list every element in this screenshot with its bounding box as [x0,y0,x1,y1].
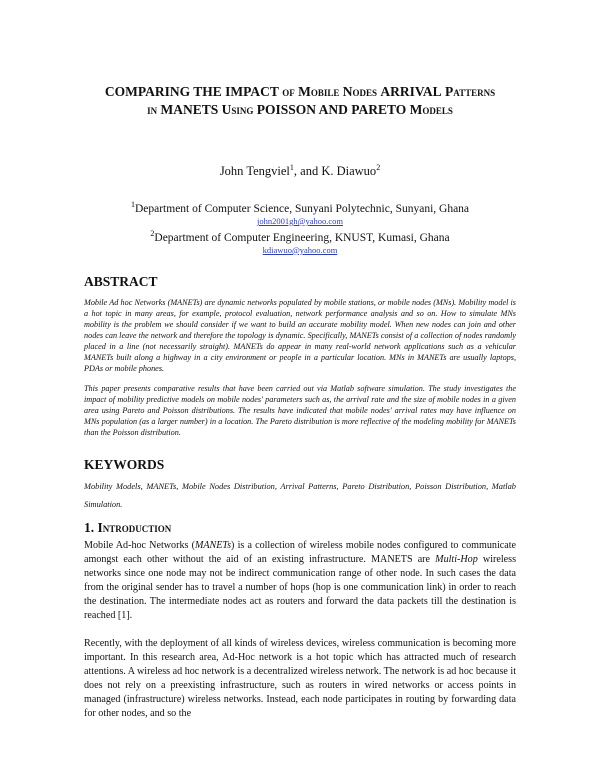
affiliation-1 [84,198,516,216]
affiliation-text: Department of Computer Science, Sunyani Polytechnic, Sunyani, Ghana [134,202,470,215]
text-run: Mobile Ad-hoc Networks ( [84,539,195,551]
title-part: MANETS [160,102,219,117]
affiliation-superscript: 2 [150,228,155,238]
keywords-heading: KEYWORDS [84,456,165,472]
title-part: Models [406,102,453,117]
title-line-1 [105,84,495,99]
text-run-italic: MANETs [194,539,232,551]
affiliation-superscript: 1 [130,200,135,210]
email-link-1[interactable]: john2001gh@yahoo.com [257,215,343,226]
title-part: COMPARING THE IMPACT [104,84,279,99]
author-superscript: 2 [376,163,381,172]
email-link-2[interactable]: kdiawuo@yahoo.com [262,244,338,255]
abstract-heading: ABSTRACT [84,273,158,289]
introduction-paragraph-1 [84,539,516,623]
author-superscript: 1 [289,163,294,172]
keywords-text: Mobility Models, MANETs, Mobile Nodes Distribution, Arrival Patterns, Pareto Distribution, Poisson Distribution, Matlab Simulation. [84,481,516,509]
abstract-paragraph-2: This paper presents comparative results that have been carried out via Matlab software simulation. The study investigates the impact of mobility predictive models on mobile nodes' parameters such as, the arrival rate and the size of mobile nodes in a given area using Pareto and Poisson distributions. The results have indicated that mobile nodes' arrival rates may have influence on MNs population (as a larger number) in a location. The Pareto distribution is more reflective of the modeling mobility for MANETs than the Poisson distribution. [84,383,516,437]
paper-title [84,0,516,119]
title-part: of Mobile Nodes [278,84,381,99]
author-name: John Tengviel [219,164,290,179]
author-name: K. Diawuo [321,164,377,179]
title-line-2 [147,102,453,117]
section-number: 1. I [84,519,103,535]
text-run-italic: Multi-Hop [435,553,478,565]
title-part: Patterns [441,84,496,99]
title-part: POISSON AND PARETO [256,102,407,117]
affiliation-2 [84,227,516,245]
affiliation-text: Department of Computer Engineering, KNUST, Kumasi, Ghana [154,231,450,244]
author-joiner: , and [293,164,322,179]
section-title: ntroduction [102,519,172,535]
author-list [84,163,516,179]
title-part: in [147,102,161,117]
text-run: ) is a collection of wireless mobile nodes configured to communicate amongst each other without the aid of an existing infrastructure. MANETS are [84,539,516,565]
text-run: wireless networks since one node may not be indirect communication range of other node. In such cases the data from the original sender has to travel a number of hops (hop is one communication link) in order to reach the destination. The intermediate nodes act as routers and forward the data packets till the destination is reached [1]. [84,553,516,621]
introduction-heading [84,520,516,536]
title-part: ARRIVAL [380,84,442,99]
introduction-paragraph-2: Recently, with the deployment of all kinds of wireless devices, wireless communication is becoming more important. In this research area, Ad-Hoc network is a hot topic which has attracted much of research attentions. A wireless ad hoc network is a decentralized wireless network. The network is ad hoc because it does not rely on a preexisting infrastructure, such as routers in wired networks or access points in managed (infrastructure) wireless networks. Instead, each node participates in routing by forwarding data for other nodes, and so the [84,637,516,719]
title-part: Using [218,102,257,117]
abstract-paragraph-1: Mobile Ad hoc Networks (MANETs) are dynamic networks populated by mobile stations, or mobile nodes (MNs). Mobility model is a hot topic in many areas, for example, protocol evaluation, network performance analysis and so on. How to simulate MNs mobility is the problem we should consider if we want to build an accurate mobility model. When new nodes can join and other nodes can leave the network and therefore the topology is dynamic. Specifically, MANETs consist of a collection of nodes randomly placed in a line (not necessarily straight). MANETs do appear in many real-world network applications such as a vehicular MANETs built along a highway in a city environment or people in a particular location. MNs in MANETs are usually laptops, PDAs or mobile phones. [84,297,516,373]
